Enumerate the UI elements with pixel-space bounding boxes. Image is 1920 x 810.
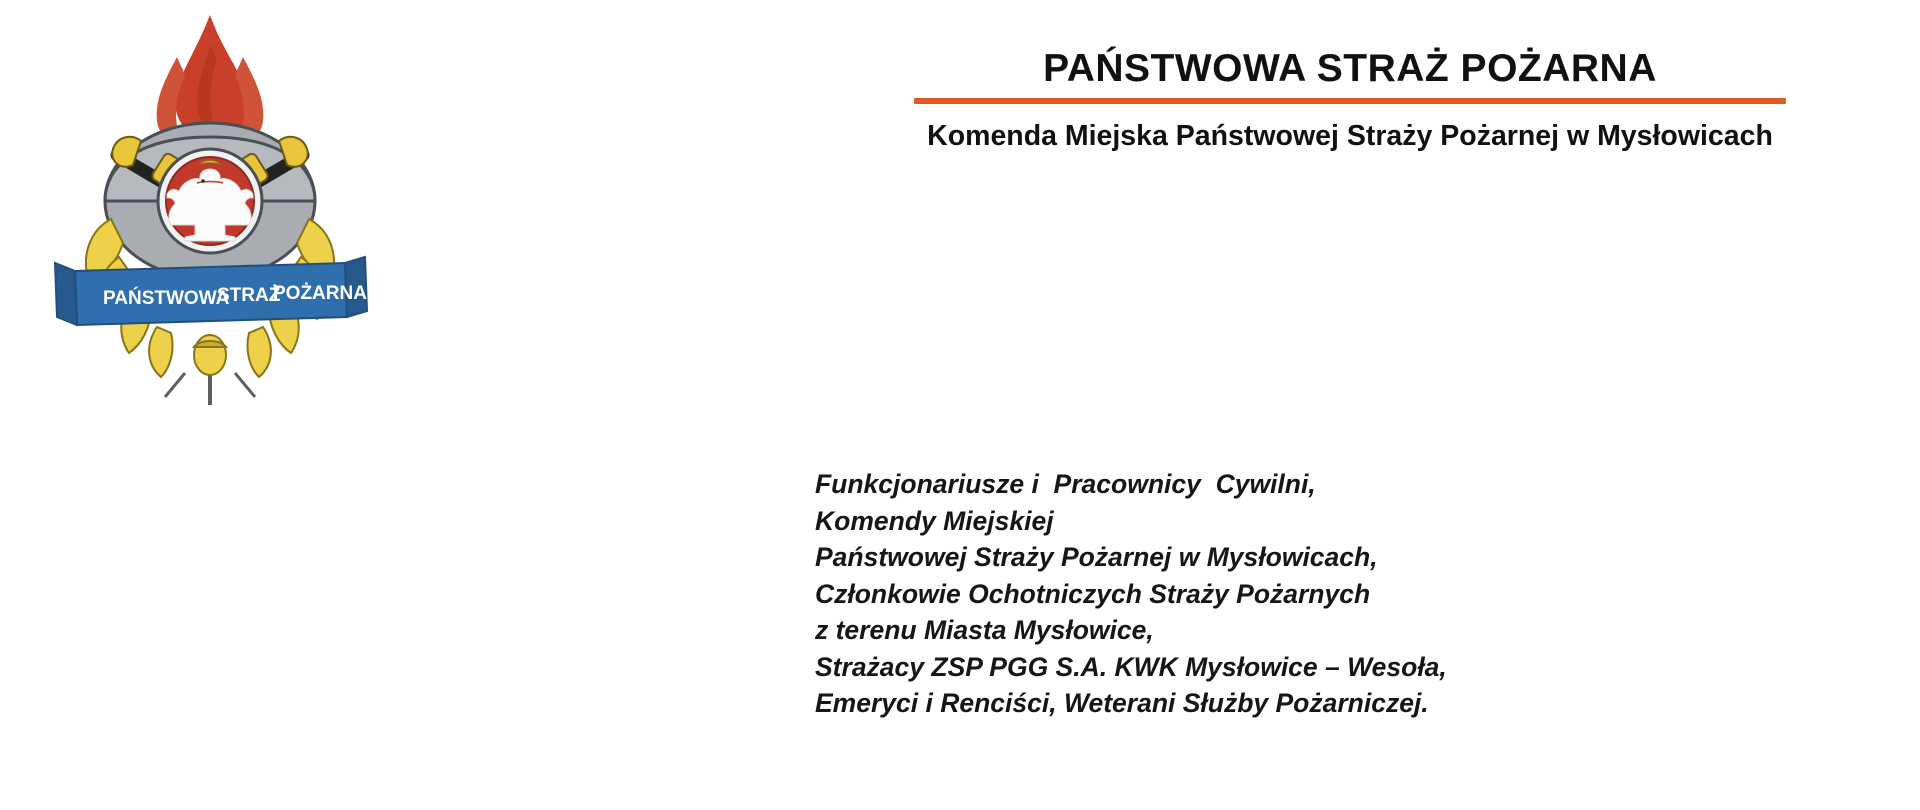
organization-subtitle: Komenda Miejska Państwowej Straży Pożarnej w Mysłowicach <box>927 119 1773 152</box>
acorn-icon <box>165 335 255 405</box>
flame-icon <box>157 15 264 140</box>
title-underline-rule <box>914 98 1786 104</box>
addressee-line: Komendy Miejskiej <box>815 505 1054 536</box>
document-header <box>820 48 1880 155</box>
addressee-line: z terenu Miasta Mysłowice, <box>815 615 1154 645</box>
addressee-line: Funkcjonariusze i Pracownicy Cywilni, <box>815 469 1316 499</box>
addressee-line: Członkowie Ochotniczych Straży Pożarnych <box>815 578 1371 609</box>
addressee-line: Strażacy ZSP PGG S.A. KWK Mysłowice – Wesoła, <box>815 651 1447 682</box>
organization-title: PAŃSTWOWA STRAŻ POŻARNA <box>1043 47 1657 90</box>
addressee-line: Emeryci i Renciści, Weterani Służby Pożarniczej. <box>815 688 1429 718</box>
banner-text-right: POŻARNA <box>273 283 367 304</box>
banner-text-center: STRAŻ <box>217 285 281 306</box>
psp-emblem-graphic <box>45 5 375 425</box>
addressee-line: Państwowej Straży Pożarnej w Mysłowicach, <box>815 542 1378 572</box>
banner-text-left: PAŃSTWOWA <box>103 288 230 309</box>
psp-emblem <box>45 5 375 425</box>
addressee-block <box>815 466 1815 722</box>
